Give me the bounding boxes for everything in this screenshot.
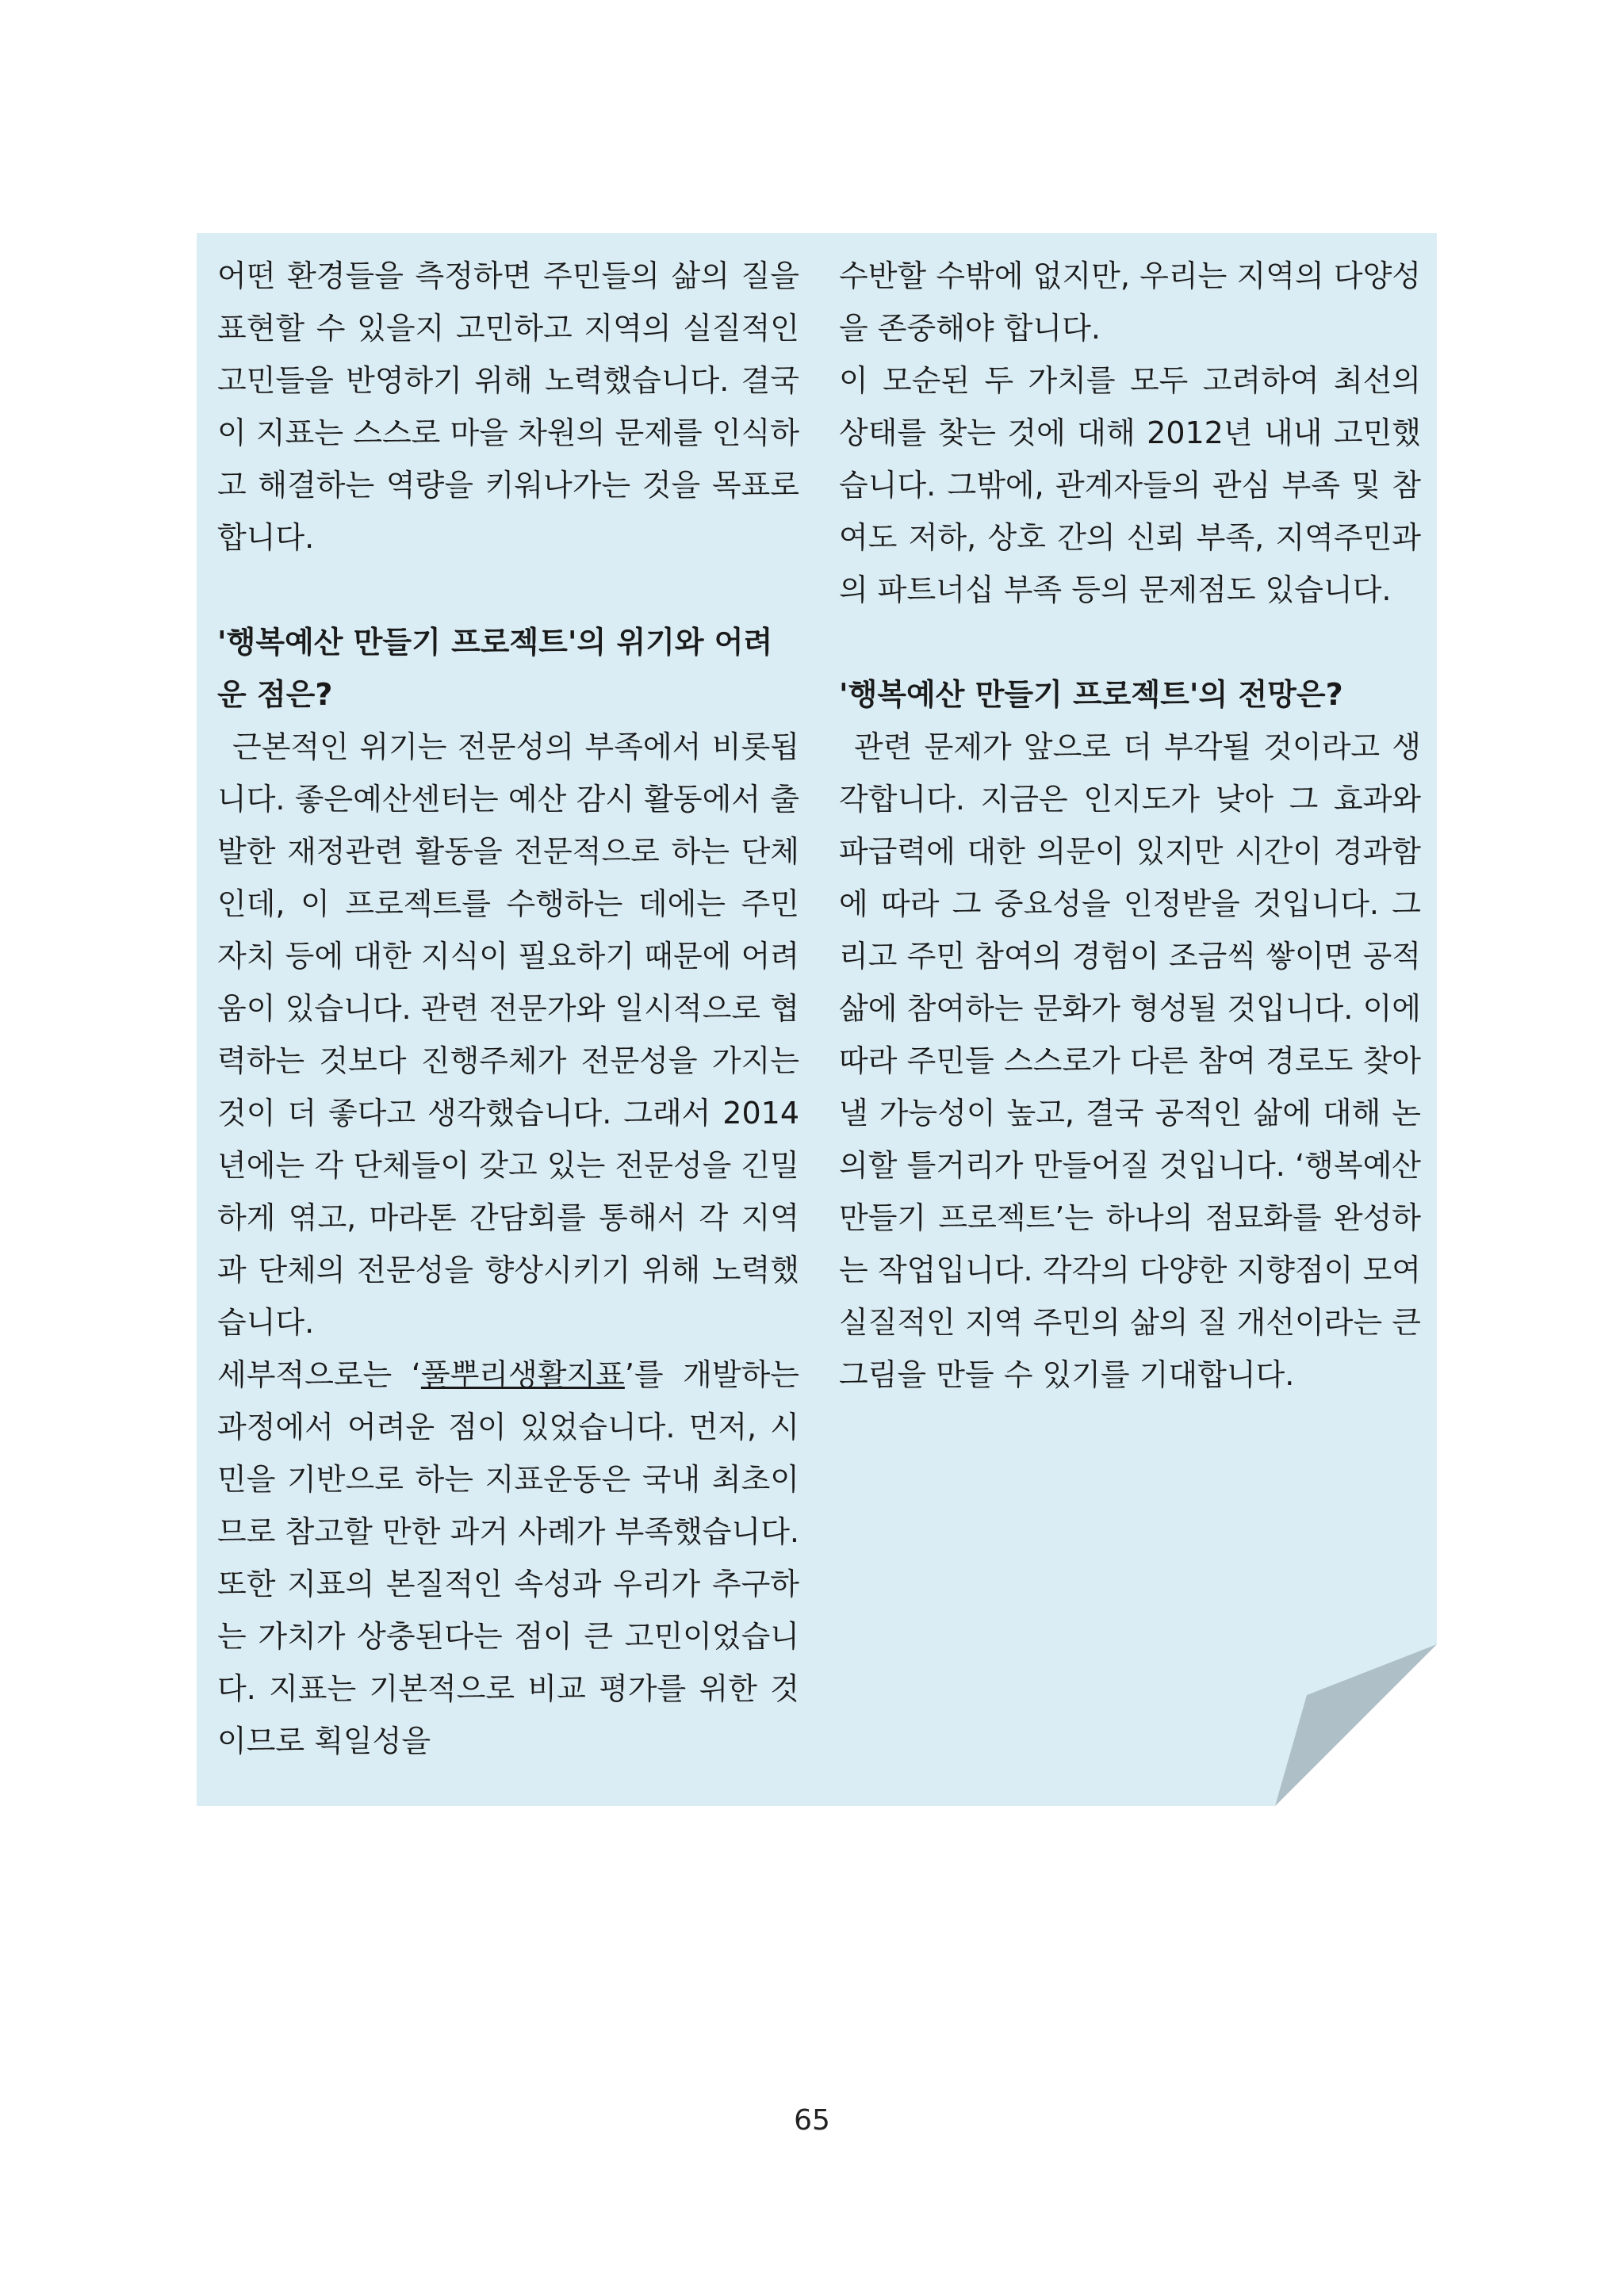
- section-heading-crisis: '행복예산 만들기 프로젝트'의 위기와 어려운 점은?: [217, 625, 773, 712]
- indicator-text-end: ’를 개발하는 과정에서 어려운 점이 있었습니다. 먼저, 시민을 기반으로 하는 지표운동은 국내 최초이므로 참고할 만한 과거 사례가 부족했습니다. 또한 지표의 본질적인 속성과 우리가 추구하는 가치가 상충된다는 점이 큰 고민이었습니다. 지표는 기본적으로 비교 평가를 위한 것이므로 획일성을: [217, 1357, 799, 1758]
- page-curl-corner: [1275, 1644, 1437, 1806]
- diversity-paragraph: 수반할 수밖에 없지만, 우리는 지역의 다양성을 존중해야 합니다.: [839, 258, 1421, 346]
- paragraph-gap: [839, 616, 1421, 668]
- section-heading-outlook: '행복예산 만들기 프로젝트'의 전망은?: [839, 677, 1343, 712]
- left-column: [217, 250, 799, 1767]
- contradiction-paragraph: 이 모순된 두 가치를 모두 고려하여 최선의 상태를 찾는 것에 대해 2012년 내내 고민했습니다. 그밖에, 관계자들의 관심 부족 및 참여도 저하, 상호 간의 신뢰 부족, 지역주민과의 파트너십 부족 등의 문제점도 있습니다.: [839, 363, 1421, 607]
- page-number: 65: [794, 2104, 830, 2137]
- indicator-term: 풀뿌리생활지표: [420, 1357, 625, 1392]
- crisis-paragraph: 근본적인 위기는 전문성의 부족에서 비롯됩니다. 좋은예산센터는 예산 감시 활동에서 출발한 재정관련 활동을 전문적으로 하는 단체인데, 이 프로젝트를 수행하는 데에는 주민 자치 등에 대한 지식이 필요하기 때문에 어려움이 있습니다. 관련 전문가와 일시적으로 협력하는 것보다 진행주체가 전문성을 가지는 것이 더 좋다고 생각했습니다. 그래서 2014년에는 각 단체들이 갖고 있는 전문성을 긴밀하게 엮고, 마라톤 간담회를 통해서 각 지역과 단체의 전문성을 향상시키기 위해 노력했습니다.: [217, 729, 799, 1340]
- right-column: [839, 250, 1421, 1401]
- paragraph-gap: [217, 564, 799, 616]
- indicator-paragraph: [217, 1349, 799, 1767]
- indicator-text-start: 세부적으로는 ‘: [217, 1357, 421, 1392]
- outlook-paragraph: 관련 문제가 앞으로 더 부각될 것이라고 생각합니다. 지금은 인지도가 낮아 그 효과와 파급력에 대한 의문이 있지만 시간이 경과함에 따라 그 중요성을 인정받을 것입니다. 그리고 주민 참여의 경험이 조금씩 쌓이면 공적 삶에 참여하는 문화가 형성될 것입니다. 이에 따라 주민들 스스로가 다른 참여 경로도 찾아낼 가능성이 높고, 결국 공적인 삶에 대해 논의할 틀거리가 만들어질 것입니다. ‘행복예산 만들기 프로젝트’는 하나의 점묘화를 완성하는 작업입니다. 각각의 다양한 지향점이 모여 실질적인 지역 주민의 삶의 질 개선이라는 큰 그림을 만들 수 있기를 기대합니다.: [839, 729, 1421, 1392]
- intro-paragraph: 어떤 환경들을 측정하면 주민들의 삶의 질을 표현할 수 있을지 고민하고 지역의 실질적인 고민들을 반영하기 위해 노력했습니다. 결국 이 지표는 스스로 마을 차원의 문제를 인식하고 해결하는 역량을 키워나가는 것을 목표로 합니다.: [217, 258, 799, 555]
